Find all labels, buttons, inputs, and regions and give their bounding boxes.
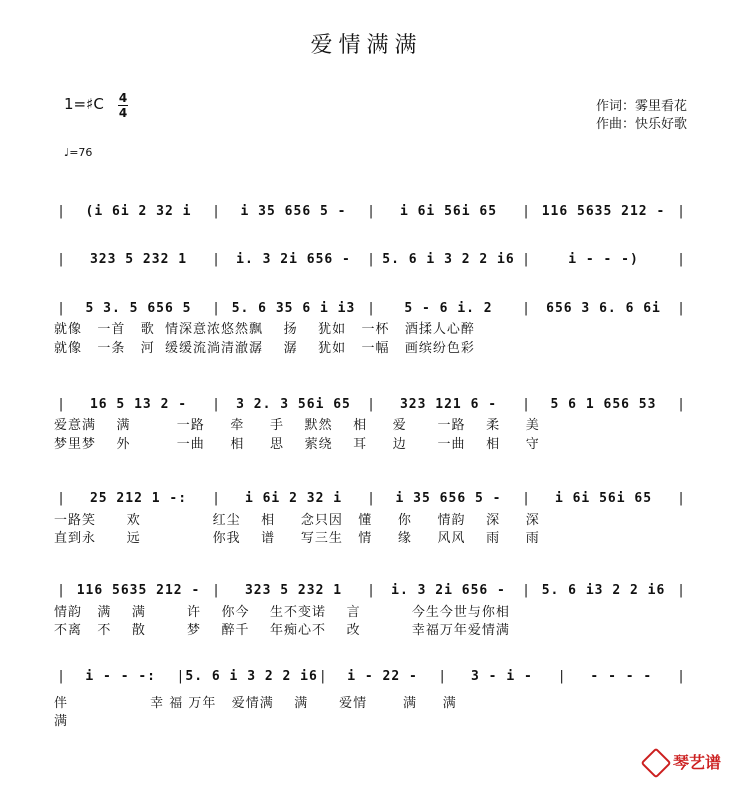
measure: 323 121 6 -: [399, 397, 498, 412]
credits: [596, 98, 687, 134]
barline: |: [212, 252, 220, 267]
barline: |: [367, 491, 375, 506]
barline: |: [677, 204, 685, 219]
barline: |: [212, 491, 220, 506]
measure: i - 22 -: [347, 669, 418, 684]
barline: |: [677, 669, 685, 684]
barline: |: [57, 491, 65, 506]
lyrics-line: 一路笑 欢 红尘 相 念只因 懂 你 情韵 深 深: [54, 513, 540, 528]
measures: [56, 482, 686, 506]
barline: |: [57, 669, 65, 684]
measure: 323 5 232 1: [244, 583, 343, 598]
measures: [56, 243, 686, 267]
barline: |: [522, 583, 530, 598]
barline: |: [522, 491, 530, 506]
measure: 3 - i -: [471, 669, 533, 684]
barline: |: [57, 397, 65, 412]
measures: [56, 292, 686, 316]
tempo-marking: ♩=76: [64, 146, 93, 159]
measure: i. 3 2i 656 -: [391, 583, 506, 598]
lyrics-line: 梦里梦 外 一曲 相 思 萦绕 耳 边 一曲 相 守: [54, 437, 540, 452]
music-row: [56, 482, 686, 506]
barline: |: [522, 397, 530, 412]
measure: i 6i 56i 65: [554, 491, 653, 506]
barline: |: [367, 397, 375, 412]
composer: 作曲：快乐好歌: [595, 117, 687, 132]
measure: 323 5 232 1: [89, 252, 188, 267]
measure: 5. 6 35 6 i i3: [231, 301, 356, 316]
measure: 116 5635 212 -: [76, 583, 201, 598]
measure: 5 - 6 i. 2: [404, 301, 493, 316]
barline: |: [57, 301, 65, 316]
logo-label: 琴艺谱: [672, 752, 721, 772]
lyrics-line: 不离 不 散 梦 醉千 年痴心不 改 幸福万年爱情满: [54, 623, 510, 638]
barline: |: [367, 252, 375, 267]
measure: 16 5 13 2 -: [89, 397, 188, 412]
barline: |: [318, 669, 327, 684]
measure: i 6i 2 32 i: [244, 491, 343, 506]
barline: |: [212, 397, 220, 412]
measure: i - - -:: [85, 669, 157, 684]
barline: |: [212, 301, 220, 316]
measure: i - - -): [568, 252, 639, 267]
barline: |: [557, 669, 566, 684]
barline: |: [367, 204, 375, 219]
key-signature: 1=♯C: [64, 95, 104, 113]
lyrics-line: 爱意满 满 一路 牵 手 默然 相 爱 一路 柔 美: [54, 418, 540, 433]
measures: [56, 660, 686, 684]
measure: i. 3 2i 656 -: [236, 252, 351, 267]
meter-bottom: 4: [118, 106, 128, 120]
barline: |: [677, 491, 685, 506]
measure: 5. 6 i 3 2 2 i6: [185, 669, 318, 684]
lyricist: 作词：雾里看花: [595, 99, 687, 114]
site-logo: [645, 750, 721, 775]
lyrics-line: 情韵 满 满 许 你今 生不变诺 言 今生今世与你相: [54, 605, 510, 620]
lyrics-line: 就像 一条 河 缓缓流淌清澈潺 潺 犹如 一幅 画缤纷色彩: [54, 341, 475, 356]
barline: |: [522, 301, 530, 316]
measure: (i 6i 2 32 i: [85, 204, 192, 219]
lyrics-line: 满: [54, 714, 69, 729]
barline: |: [367, 301, 375, 316]
barline: |: [176, 669, 185, 684]
barline: |: [677, 301, 685, 316]
music-row: [56, 195, 686, 219]
lyrics-line: 伴 幸 福 万年 爱情满 满 爱情 满 满: [54, 696, 457, 711]
measures: [56, 195, 686, 219]
measure: i 35 656 5 -: [395, 491, 502, 506]
measure: 25 212 1 -:: [89, 491, 188, 506]
barline: |: [57, 583, 65, 598]
page-title: 爱情满满: [310, 33, 423, 58]
meter-top: 4: [118, 91, 128, 105]
measures: [56, 574, 686, 598]
music-row: [56, 292, 686, 316]
measure: i 6i 56i 65: [399, 204, 498, 219]
barline: |: [677, 583, 685, 598]
barline: |: [677, 397, 685, 412]
barline: |: [522, 204, 530, 219]
time-signature: [118, 92, 128, 119]
measures: [56, 388, 686, 412]
music-row: [56, 388, 686, 412]
measure: 5 6 1 656 53: [550, 397, 657, 412]
barline: |: [677, 252, 685, 267]
barline: |: [212, 204, 220, 219]
barline: |: [57, 252, 65, 267]
measure: 656 3 6. 6 6i: [546, 301, 661, 316]
barline: |: [522, 252, 530, 267]
music-row: [56, 660, 686, 684]
measure: 5. 6 i3 2 2 i6: [541, 583, 666, 598]
barline: |: [212, 583, 220, 598]
measure: 116 5635 212 -: [541, 204, 666, 219]
barline: |: [57, 204, 65, 219]
barline: |: [367, 583, 375, 598]
lyrics-line: 直到永 远 你我 谱 写三生 情 缘 风风 雨 雨: [54, 531, 540, 546]
measure: 5 3. 5 656 5: [85, 301, 192, 316]
logo-icon: [640, 747, 671, 778]
music-row: [56, 243, 686, 267]
barline: |: [438, 669, 447, 684]
lyrics-line: 就像 一首 歌 情深意浓悠然飘 扬 犹如 一杯 酒揉人心醉: [54, 322, 475, 337]
music-row: [56, 574, 686, 598]
measure: 5. 6 i 3 2 2 i6: [382, 252, 515, 267]
measure: - - - -: [590, 669, 653, 684]
measure: i 35 656 5 -: [240, 204, 347, 219]
measure: 3 2. 3 56i 65: [236, 397, 351, 412]
